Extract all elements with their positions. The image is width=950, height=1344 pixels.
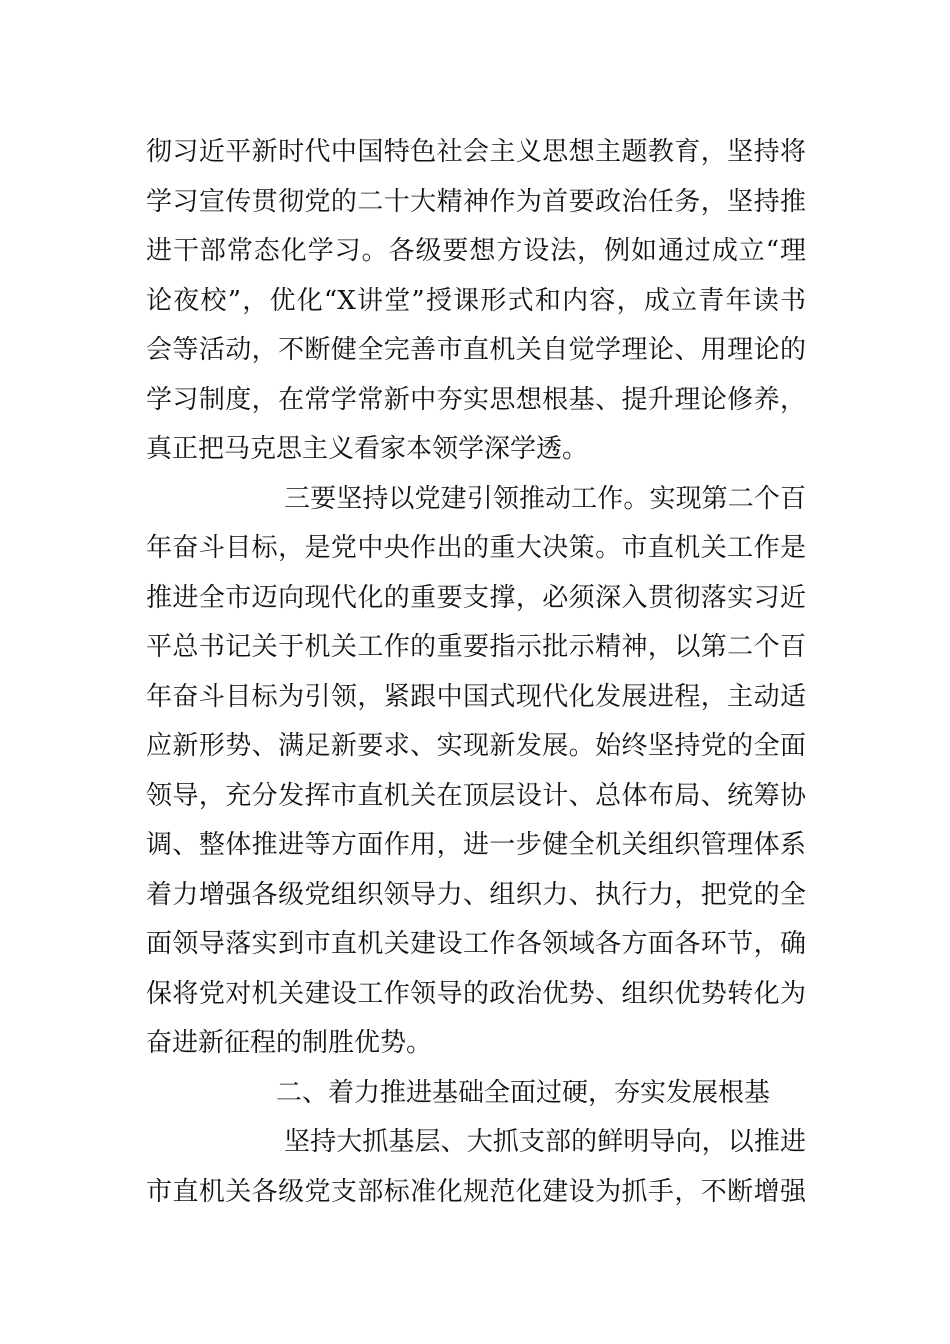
text-line: 着力增强各级党组织领导力、组织力、执行力，把党的全 <box>146 880 806 910</box>
text-line: 保将党对机关建设工作领导的政治优势、组织优势转化为 <box>146 979 806 1009</box>
text-line: 年奋斗目标为引领，紧跟中国式现代化发展进程，主动适 <box>146 682 806 712</box>
text-line: 推进全市迈向现代化的重要支撑，必须深入贯彻落实习近 <box>146 583 806 613</box>
text-line: 会等活动，不断健全完善市直机关自觉学理论、用理论的 <box>146 335 806 365</box>
text-line: 年奋斗目标，是党中央作出的重大决策。市直机关工作是 <box>146 533 806 563</box>
paragraph-first-line: 坚持大抓基层、大抓支部的鲜明导向，以推进 <box>284 1127 806 1157</box>
text-line: 市直机关各级党支部标准化规范化建设为抓手，不断增强 <box>146 1177 806 1207</box>
paragraph-first-line: 三要坚持以党建引领推动工作。实现第二个百 <box>284 484 806 514</box>
text-line: 调、整体推进等方面作用，进一步健全机关组织管理体系 <box>146 830 806 860</box>
text-line: 进干部常态化学习。各级要想方设法，例如通过成立“理 <box>146 236 806 266</box>
section-heading: 二、着力推进基础全面过硬，夯实发展根基 <box>276 1078 771 1108</box>
text-line: 真正把马克思主义看家本领学深学透。 <box>146 434 589 464</box>
text-line: 奋进新征程的制胜优势。 <box>146 1028 433 1058</box>
text-line: 面领导落实到市直机关建设工作各领域各方面各环节，确 <box>146 929 806 959</box>
text-line: 学习制度，在常学常新中夯实思想根基、提升理论修养， <box>146 385 806 415</box>
text-line: 论夜校”，优化“X讲堂”授课形式和内容，成立青年读书 <box>146 286 806 316</box>
text-line: 应新形势、满足新要求、实现新发展。始终坚持党的全面 <box>146 731 806 761</box>
text-line: 彻习近平新时代中国特色社会主义思想主题教育，坚持将 <box>146 137 806 167</box>
text-line: 学习宣传贯彻党的二十大精神作为首要政治任务，坚持推 <box>146 187 806 217</box>
text-line: 平总书记关于机关工作的重要指示批示精神，以第二个百 <box>146 632 806 662</box>
text-line: 领导，充分发挥市直机关在顶层设计、总体布局、统筹协 <box>146 781 806 811</box>
